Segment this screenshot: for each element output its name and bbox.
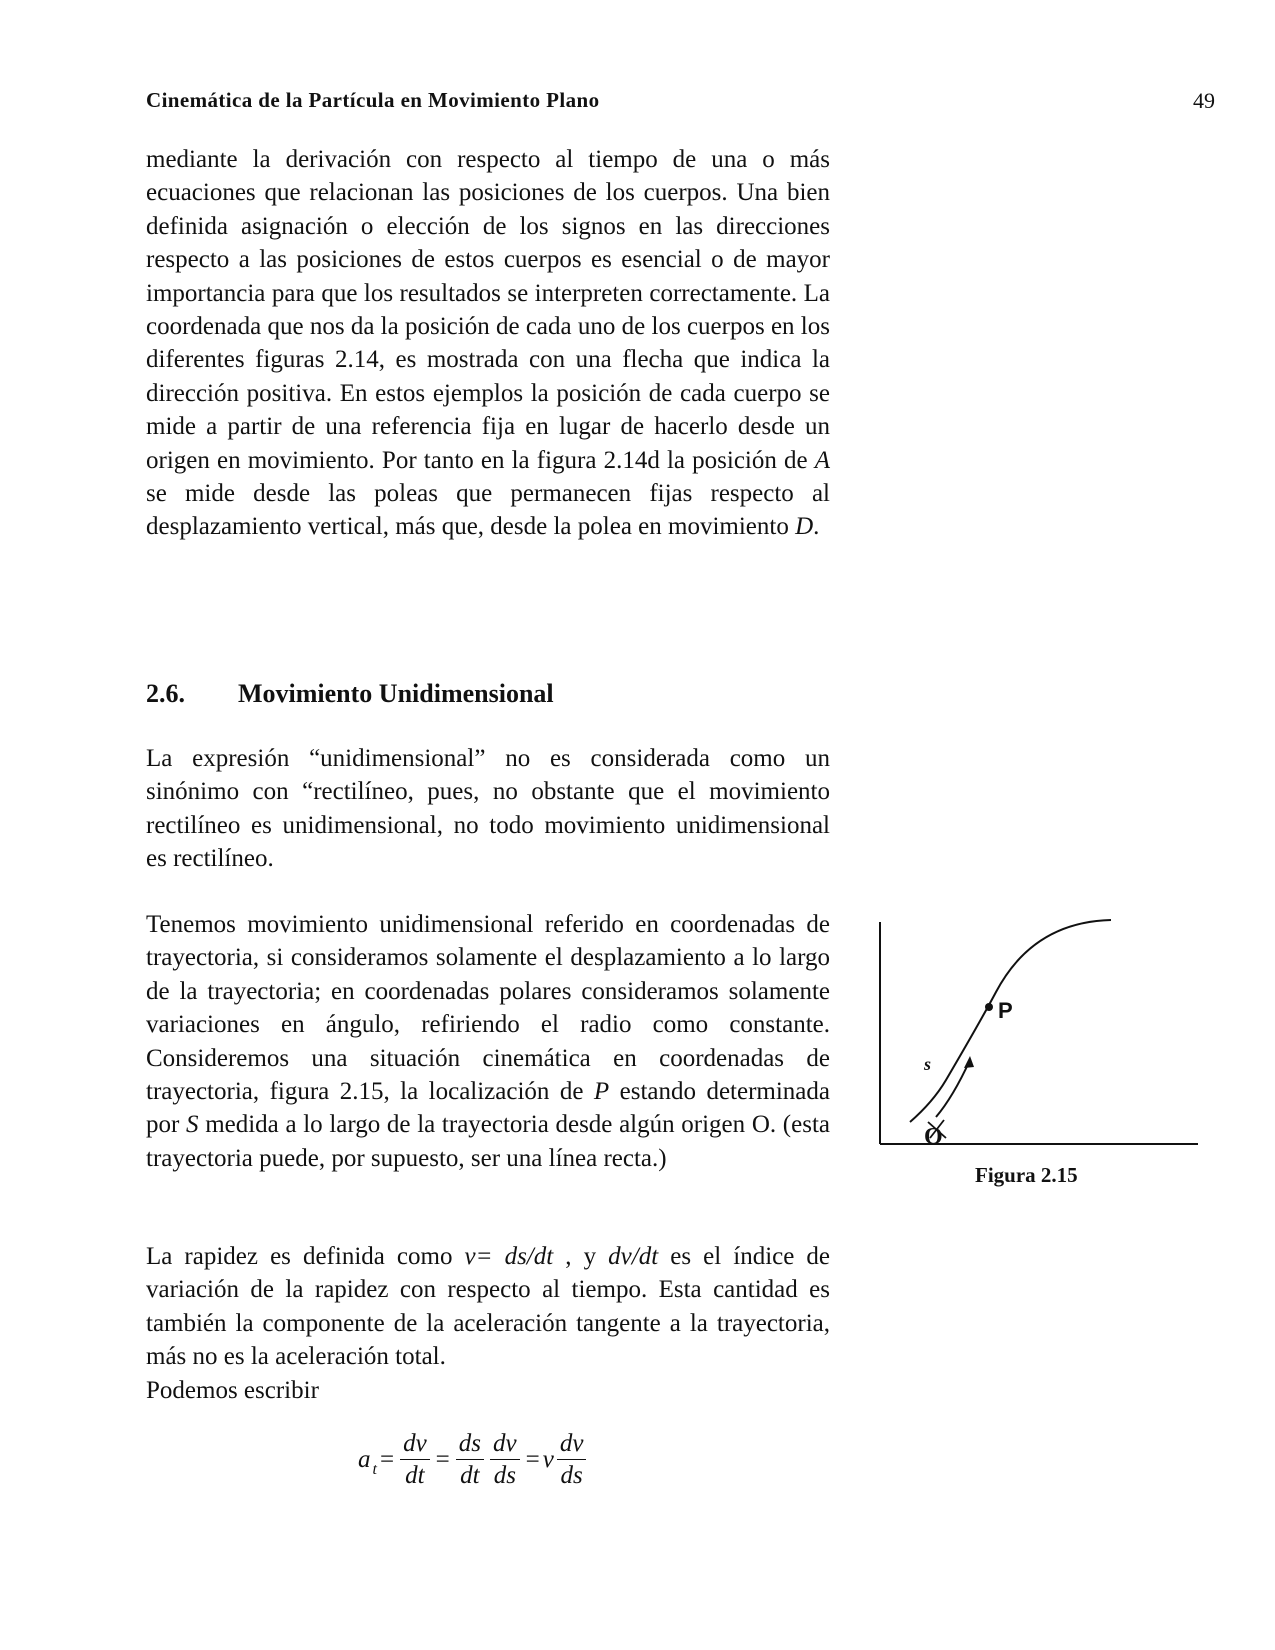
label-s: s <box>924 1054 932 1074</box>
var-A: A <box>814 446 830 474</box>
eq-fraction <box>400 1428 430 1492</box>
eq-denominator: dt <box>405 1462 425 1490</box>
paragraph-path-coordinates <box>146 908 830 1175</box>
paragraph-unidimensional: La expresión “unidimensional” no es considerada como un sinónimo con “rectilíneo, pues, no obstante que el movimiento rectilíneo es unidimensional, no todo movimiento unidimensional es rectilíneo. <box>146 745 830 873</box>
paragraph-text: Tenemos movimiento unidimensional referido en coordenadas de trayectoria, si consideramos solamente el desplazamiento a lo largo de la trayectoria; en coordenadas polares consideramos solamente variaciones en ángulo, refiriendo el radio como constante. Consideremos una situación cinemática en coordenadas de trayectoria, figura 2.15, la localización de <box>146 911 830 1106</box>
eq-numerator: dv <box>557 1428 587 1460</box>
section-heading <box>146 679 554 709</box>
eq-velocity: v <box>542 1445 554 1473</box>
speed-rate: dv/dt <box>608 1243 659 1270</box>
section-number: 2.6. <box>146 679 185 708</box>
tangential-acceleration-equation <box>358 1428 589 1492</box>
paragraph-text: se mide desde las poleas que permanecen fijas respecto al desplazamiento vertical, más que, desde la polea en movimiento <box>146 480 830 541</box>
eq-denominator: ds <box>493 1462 516 1490</box>
var-P: P <box>593 1078 610 1106</box>
eq-numerator: dv <box>400 1428 430 1460</box>
figure-caption: Figura 2.15 <box>975 1163 1078 1187</box>
eq-denominator: dt <box>460 1462 480 1490</box>
paragraph-text: mediante la derivación con respecto al tiempo de una o más ecuaciones que relacionan las posiciones de los cuerpos. Una bien definida asignación o elección de los signos en las direcciones respecto a las posiciones de estos cuerpos es esencial o de mayor importancia para que los resultados se interpreten correctamente. La coordenada que nos da la posición de cada uno de los cuerpos en los diferentes figuras 2.14, es mostrada con una flecha que indica la dirección positiva. En estos ejemplos la posición de cada cuerpo se mide a partir de una referencia fija en lugar de hacerlo desde un origen en movimiento. Por tanto en la figura 2.14d la posición de <box>146 146 830 474</box>
eq-equals: = <box>379 1445 395 1473</box>
paragraph-text: . <box>813 513 820 541</box>
eq-equals: = <box>525 1445 540 1473</box>
var-S: S <box>186 1111 199 1139</box>
eq-fraction <box>557 1428 587 1492</box>
eq-numerator: ds <box>456 1428 484 1460</box>
paragraph-text: medida a lo largo de la trayectoria desde algún origen O. (esta trayectoria puede, por supuesto, ser una línea recta.) <box>146 1111 831 1172</box>
paragraph-text: Podemos escribir <box>146 1376 319 1404</box>
eq-equals: = <box>435 1445 450 1473</box>
eq-numerator: dv <box>490 1428 520 1460</box>
point-p <box>985 1003 993 1011</box>
eq-fraction <box>456 1428 484 1492</box>
figure-2-15 <box>868 912 1208 1172</box>
eq-fraction <box>490 1428 520 1492</box>
page-number: 49 <box>1193 88 1215 113</box>
paragraph-text: es el índice de variación de la rapidez con respecto al tiempo. Esta cantidad es también la componente de la aceleración tangente a la trayectoria, más no es la aceleración total. <box>146 1243 830 1371</box>
speed-definition: v= ds/dt <box>464 1243 554 1270</box>
paragraph-relative-positions <box>146 143 830 544</box>
s-arrow-head <box>964 1056 974 1068</box>
label-o: O <box>924 1124 943 1150</box>
eq-lhs-subscript: t <box>372 1460 377 1478</box>
running-head: Cinemática de la Partícula en Movimiento Plano <box>146 88 600 112</box>
section-title: Movimiento Unidimensional <box>238 679 554 708</box>
eq-denominator: ds <box>560 1462 583 1490</box>
label-p: P <box>998 998 1013 1023</box>
paragraph-text: estando determinada por <box>146 1078 830 1139</box>
paragraph-speed <box>146 1240 830 1407</box>
var-D: D <box>795 513 814 541</box>
eq-lhs: a <box>358 1445 371 1473</box>
paragraph-text: La rapidez es definida como <box>146 1243 465 1270</box>
paragraph-text: , y <box>553 1243 609 1270</box>
trajectory-diagram <box>868 912 1208 1172</box>
